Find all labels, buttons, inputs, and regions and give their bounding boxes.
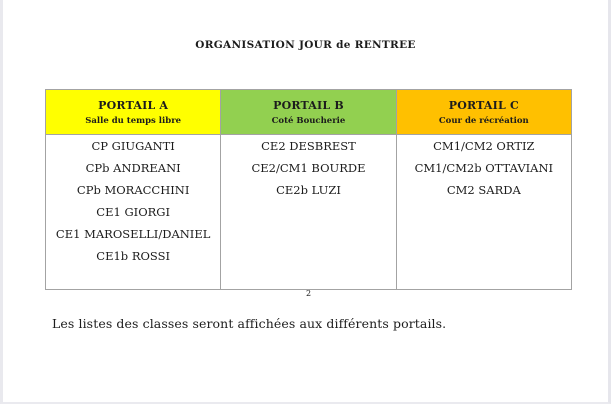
portal-b-subtitle: Coté Boucherie [271, 115, 346, 126]
portal-b-header [221, 90, 396, 135]
class-entry: CE2/CM1 BOURDE [251, 161, 366, 175]
class-entry: CM1/CM2 ORTIZ [433, 139, 535, 153]
portal-a-entries [46, 135, 221, 290]
portal-a-title: PORTAIL A [98, 98, 169, 112]
portal-header-row [46, 90, 572, 135]
portal-b-title: PORTAIL B [273, 98, 344, 112]
class-entry: CPb ANDREANI [85, 161, 181, 175]
portal-c-header [396, 90, 571, 135]
portal-c-entries [396, 135, 571, 290]
portal-body-row [46, 135, 572, 290]
class-entry: CM1/CM2b OTTAVIANI [414, 161, 554, 175]
class-entry: CPb MORACCHINI [76, 183, 190, 197]
document-title: ORGANISATION JOUR de RENTREE [195, 39, 416, 51]
class-entry: CE2 DESBREST [261, 139, 356, 153]
portal-c-subtitle: Cour de récréation [438, 115, 529, 126]
portal-b-entries [221, 135, 396, 290]
class-entry: CM2 SARDA [446, 183, 521, 197]
footer-note: Les listes des classes seront affichées aux différents portails. [52, 316, 447, 331]
class-entry: CE1b ROSSI [96, 249, 171, 263]
portal-c-title: PORTAIL C [448, 98, 519, 112]
portal-table [45, 89, 572, 290]
page-number: 2 [305, 289, 312, 298]
class-entry: CE1 MAROSELLI/DANIEL [55, 227, 211, 241]
portal-a-header [46, 90, 221, 135]
class-entry: CP GIUGANTI [91, 139, 175, 153]
class-entry: CE1 GIORGI [96, 205, 171, 219]
class-entry: CE2b LUZI [276, 183, 341, 197]
portal-a-subtitle: Salle du temps libre [85, 115, 182, 126]
